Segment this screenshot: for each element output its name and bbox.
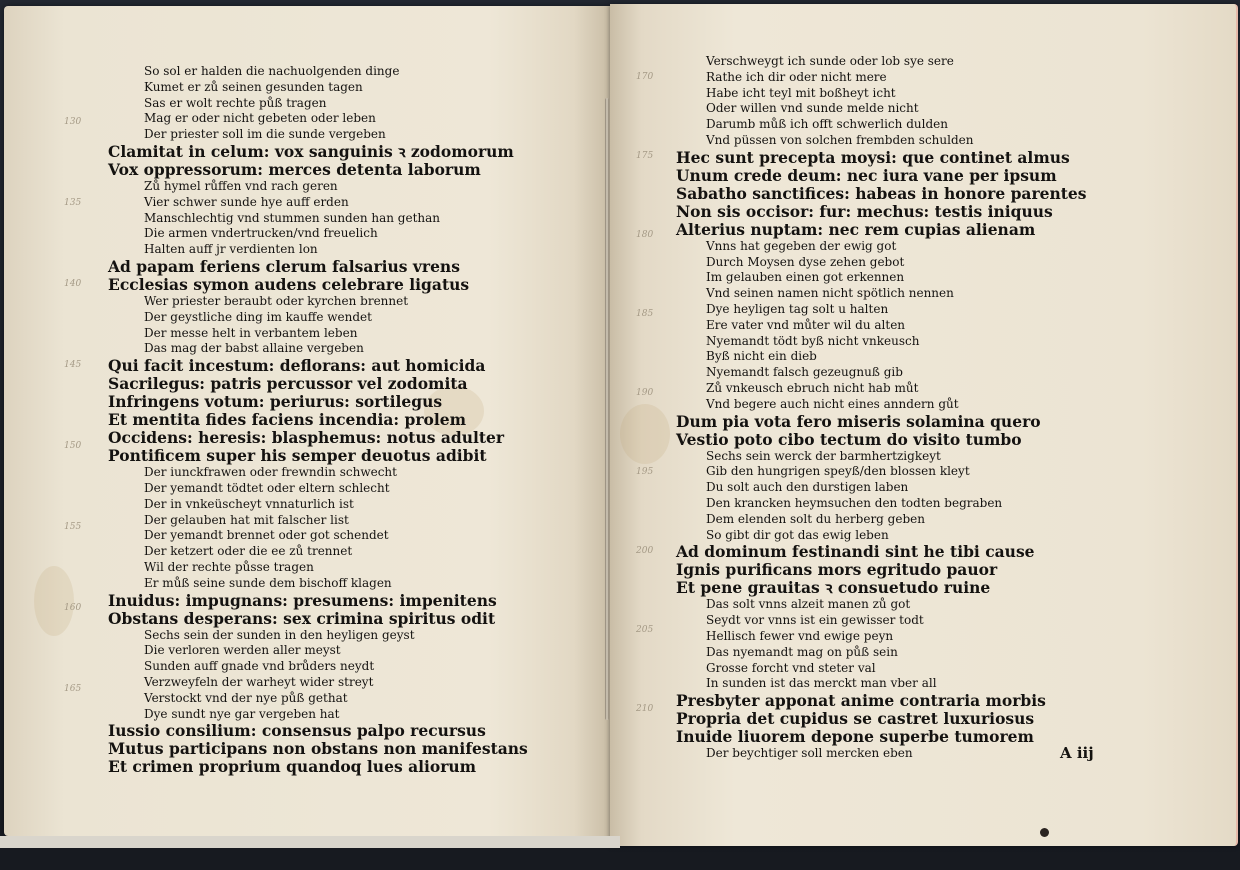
signature-mark: A iij [1060,744,1094,762]
paper-stain [34,566,74,636]
german-verse-line: Das solt vnns alzeit manen zů got [706,597,911,612]
german-verse-line: Hellisch fewer vnd ewige peyn [706,628,894,643]
latin-verse-line: Et pene grauitas ꝛ consuetudo ruine [676,578,991,598]
german-verse-line: Sechs sein der sunden in den heyligen geyst [144,627,415,642]
german-verse-line: Du solt auch den durstigen laben [706,480,909,495]
latin-verse-line: Occidens: heresis: blasphemus: notus adulter [108,428,505,448]
latin-verse-line: Inuide liuorem depone superbe tumorem [676,727,1034,747]
german-verse-line: Rathe ich dir oder nicht mere [706,69,887,84]
german-verse-line: Manschlechtig vnd stummen sunden han gethan [144,210,441,225]
german-verse-line: Der iunckfrawen oder frewndin schwecht [144,465,397,480]
german-verse-line: Die armen vndertrucken/vnd freuelich [144,226,378,241]
german-verse-line: Grosse forcht vnd steter val [706,660,876,675]
german-verse-line: Vnd begere auch nicht eines anndern gůt [706,396,959,411]
german-verse-line: Halten auff jr verdienten lon [144,242,318,257]
german-verse-line: So sol er halden die nachuolgenden dinge [144,64,400,78]
german-verse-line: Das nyemandt mag on půß sein [706,644,898,659]
latin-verse-line: Presbyter apponat anime contraria morbis [676,691,1046,711]
latin-verse-line: Ad papam feriens clerum falsarius vrens [108,256,460,276]
margin-line-number: 195 [636,467,654,477]
latin-verse-line: Sabatho sanctifices: habeas in honore parentes [676,183,1087,203]
latin-verse-line: Unum crede deum: nec iura vane per ipsum [676,165,1057,185]
german-verse-line: Oder willen vnd sunde melde nicht [706,101,919,116]
paper-stain [620,404,670,464]
german-verse-line: Vnns hat gegeben der ewig got [706,238,897,253]
german-verse-line: Byß nicht ein dieb [706,349,817,364]
margin-line-number: 175 [636,151,654,161]
german-verse-line: Nyemandt tödt byß nicht vnkeusch [706,333,920,348]
latin-verse-line: Et crimen proprium quandoq lues aliorum [108,757,477,777]
margin-line-number: 165 [64,684,82,694]
left-page-text [108,64,528,776]
german-verse-line: Ere vater vnd můter wil du alten [706,317,906,332]
german-verse-line: Der in vnkeüscheyt vnnaturlich ist [144,496,354,511]
german-verse-line: Der beychtiger soll mercken eben [706,746,913,761]
german-verse-line: Darumb můß ich offt schwerlich dulden [706,117,948,132]
german-verse-line: Die verloren werden aller meyst [144,643,341,658]
german-verse-line: Habe icht teyl mit boßheyt icht [706,85,896,100]
latin-verse-line: Clamitat in celum: vox sanguinis ꝛ zodomorum [108,141,514,161]
german-verse-line: Der ketzert oder die ee zů trennet [144,544,353,559]
binding-thread [605,98,609,720]
german-verse-line: Mag er oder nicht gebeten oder leben [144,111,376,126]
german-verse-line: Dye heyligen tag solt u halten [706,301,889,316]
german-verse-line: Zů vnkeusch ebruch nicht hab můt [706,380,919,395]
latin-verse-line: Hec sunt precepta moysi: que continet almus [676,147,1070,167]
book-cover-edge [0,836,620,848]
margin-line-number: 130 [64,117,82,127]
margin-line-number: 160 [64,603,82,613]
german-verse-line: Wil der rechte půsse tragen [144,559,314,574]
german-verse-line: Der gelauben hat mit falscher list [144,512,349,527]
margin-line-number: 190 [636,388,654,398]
german-verse-line: Der priester soll im die sunde vergeben [144,127,386,142]
ink-spot [1040,828,1049,837]
latin-verse-line: Non sis occisor: fur: mechus: testis iniquus [676,201,1053,221]
margin-line-number: 140 [64,279,82,289]
german-verse-line: Der yemandt brennet oder got schendet [144,528,389,543]
latin-verse-line: Ecclesias symon audens celebrare ligatus [108,274,470,294]
latin-verse-line: Mutus participans non obstans non manifestans [108,739,528,759]
german-verse-line: Gib den hungrigen speyß/den blossen kleyt [706,464,970,479]
margin-line-number: 205 [636,625,654,635]
german-verse-line: Sunden auff gnade vnd brůders neydt [144,659,375,674]
german-verse-line: Verstockt vnd der nye půß gethat [144,690,348,705]
german-verse-line: Das mag der babst allaine vergeben [144,341,364,356]
margin-line-number: 210 [636,704,654,714]
german-verse-line: So gibt dir got das ewig leben [706,527,889,542]
german-verse-line: Vnd seinen namen nicht spötlich nennen [706,286,954,301]
german-verse-line: In sunden ist das merckt man vber all [706,676,937,691]
latin-verse-line: Et mentita fides faciens incendia: prolem [108,410,467,430]
margin-line-number: 135 [64,198,82,208]
german-verse-line: Seydt vor vnns ist ein gewisser todt [706,613,924,628]
german-verse-line: Verzweyfeln der warheyt wider streyt [144,674,374,689]
latin-verse-line: Sacrilegus: patris percussor vel zodomita [108,374,468,394]
german-verse-line: Der geystliche ding im kauffe wendet [144,309,372,324]
right-page-text [676,54,1087,762]
latin-verse-line: Infringens votum: periurus: sortilegus [108,392,443,412]
margin-line-number: 155 [64,522,82,532]
margin-line-number: 145 [64,360,82,370]
latin-verse-line: Inuidus: impugnans: presumens: impenitens [108,590,497,610]
latin-verse-line: Propria det cupidus se castret luxuriosus [676,709,1035,729]
german-verse-line: Im gelauben einen got erkennen [706,270,905,285]
german-verse-line: Sas er wolt rechte půß tragen [144,95,327,110]
latin-verse-line: Pontificem super his semper deuotus adibit [108,446,487,466]
german-verse-line: Nyemandt falsch gezeugnuß gib [706,365,903,380]
german-verse-line: Kumet er zů seinen gesunden tagen [144,79,363,94]
german-verse-line: Zů hymel růffen vnd rach geren [144,178,338,193]
german-verse-line: Durch Moysen dyse zehen gebot [706,254,905,269]
latin-verse-line: Iussio consilium: consensus palpo recursus [108,721,486,741]
margin-line-number: 185 [636,309,654,319]
latin-verse-line: Alterius nuptam: nec rem cupias alienam [676,219,1036,239]
german-verse-line: Verschweygt ich sunde oder lob sye sere [706,54,954,68]
latin-verse-line: Vox oppressorum: merces detenta laborum [108,159,481,179]
german-verse-line: Vier schwer sunde hye auff erden [144,194,349,209]
latin-verse-line: Dum pia vota fero miseris solamina quero [676,411,1041,431]
german-verse-line: Der yemandt tödtet oder eltern schlecht [144,480,390,495]
latin-verse-line: Ignis purificans mors egritudo pauor [676,560,998,580]
german-verse-line: Sechs sein werck der barmhertzigkeyt [706,448,941,463]
latin-verse-line: Ad dominum festinandi sint he tibi cause [676,542,1035,562]
german-verse-line: Den krancken heymsuchen den todten begraben [706,495,1003,510]
margin-line-number: 200 [636,546,654,556]
latin-verse-line: Qui facit incestum: deflorans: aut homicida [108,356,486,376]
german-verse-line: Wer priester beraubt oder kyrchen brennet [144,293,409,308]
german-verse-line: Er můß seine sunde dem bischoff klagen [144,575,392,590]
latin-verse-line: Vestio poto cibo tectum do visito tumbo [676,429,1022,449]
german-verse-line: Dem elenden solt du herberg geben [706,511,925,526]
latin-verse-line: Obstans desperans: sex crimina spiritus odit [108,608,496,628]
margin-line-number: 170 [636,72,654,82]
margin-line-number: 150 [64,441,82,451]
german-verse-line: Der messe helt in verbantem leben [144,325,358,340]
german-verse-line: Vnd püssen von solchen frembden schulden [706,132,974,147]
german-verse-line: Dye sundt nye gar vergeben hat [144,706,340,721]
margin-line-number: 180 [636,230,654,240]
